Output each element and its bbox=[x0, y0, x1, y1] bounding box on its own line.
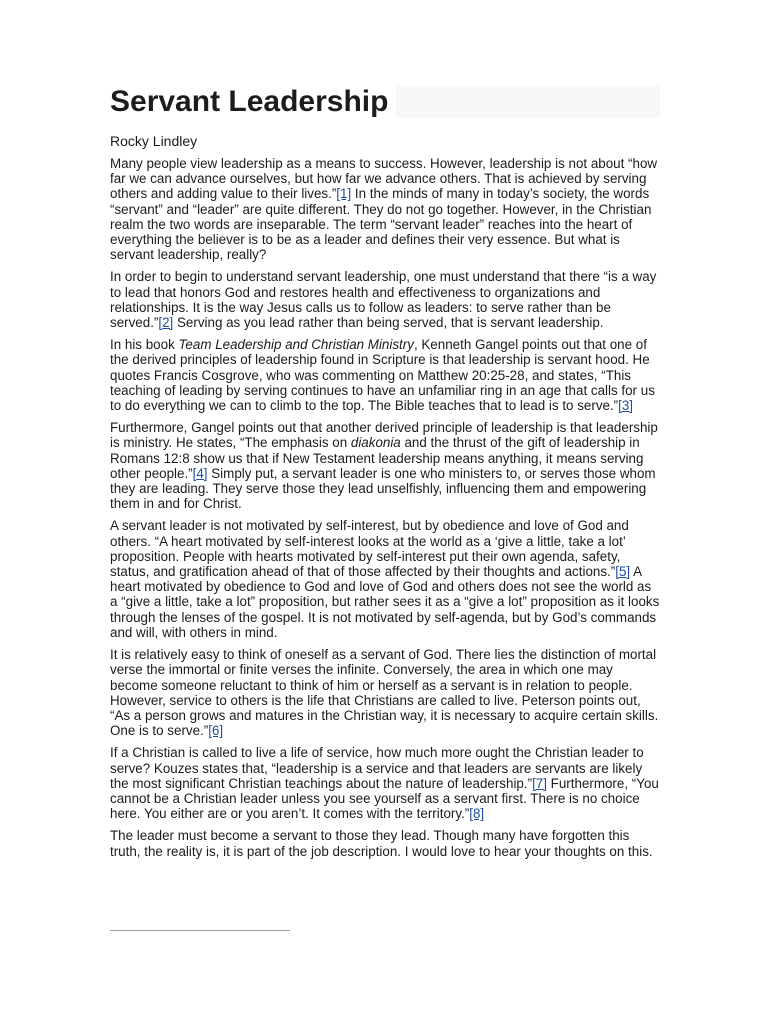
paragraph-text: In the minds of many in today’s society, the words “servant” and “leader” are quite different. They do not go together. However, in the Christian realm the two words are inseparable. The term “servant leader” reaches into the heart of everything the believer is to be as a leader and defines their very essence. But what is servant leadership, really? bbox=[110, 186, 652, 263]
paragraph-text: The leader must become a servant to those they lead. Though many have forgotten this truth, the reality is, it is part of the job description. I would love to hear your thoughts on this. bbox=[110, 828, 653, 859]
footnote-ref-link[interactable]: [7] bbox=[532, 775, 547, 791]
footnote-ref-link[interactable]: [4] bbox=[192, 465, 208, 481]
footnote-ref-link[interactable]: [5] bbox=[615, 564, 631, 580]
body-paragraph bbox=[110, 156, 660, 262]
paragraph-text: In his book bbox=[110, 337, 179, 353]
paragraph-text: It is relatively easy to think of oneself as a servant of God. There lies the distinction of mortal verse the immortal or finite verses the infinite. Conversely, the area in which one may become someone reluctant to think of him or herself as a servant is in relation to people. However, service to others is the life that Christians are called to live. Peterson points out, “As a person grows and matures in the Christian way, it is necessary to acquire certain skills. One is to serve.” bbox=[110, 647, 659, 739]
body-paragraph bbox=[110, 745, 660, 821]
body-paragraph bbox=[110, 828, 660, 858]
italic-text: diakonia bbox=[350, 435, 401, 451]
paragraph-text: , Kenneth Gangel points out that one of the derived principles of leadership found in Scripture is that leadership is servant hood. He quotes Francis Cosgrove, who was commenting on Matthew 20:25-28, and states, “This teaching of leading by serving continues to have an unfamiliar ring in an age that calls for us to do everything we can to climb to the top. The Bible teaches that to lead is to serve.” bbox=[110, 337, 655, 414]
paragraph-text: Serving as you lead rather than being served, that is servant leadership. bbox=[173, 315, 604, 331]
body-paragraph bbox=[110, 647, 660, 738]
body-paragraph bbox=[110, 269, 660, 330]
paragraph-text: Many people view leadership as a means to success. However, leadership is not about “how far we can advance ourselves, but how far we advance others. That is achieved by serving others and adding value to their lives.” bbox=[110, 156, 658, 202]
footnote-separator bbox=[110, 930, 290, 931]
footnote-ref-link[interactable]: [8] bbox=[469, 806, 485, 822]
footnote-ref-link[interactable]: [2] bbox=[158, 315, 174, 331]
paragraph-text: In order to begin to understand servant leadership, one must understand that there “is a way to lead that honors God and restores health and effectiveness to organizations and relationships. It is the way Jesus calls us to follow as leaders: to serve rather than be served.” bbox=[110, 269, 657, 331]
body-paragraph bbox=[110, 420, 660, 511]
paragraph-text: A servant leader is not motivated by self-interest, but by obedience and love of God and others. “A heart motivated by self-interest looks at the world as a ‘give a little, take a lot’ proposition. People with hearts motivated by self-interest put their own agenda, safety, status, and gratification ahead of that of those affected by their thoughts and actions.” bbox=[110, 518, 629, 580]
document-body bbox=[110, 156, 660, 866]
paragraph-text: Simply put, a servant leader is one who ministers to, or serves those whom they are leading. They serve those they lead unselfishly, influencing them and empowering them in and for Christ. bbox=[110, 465, 656, 512]
page-title: Servant Leadership bbox=[110, 85, 389, 118]
title-highlight bbox=[396, 86, 660, 118]
italic-text: Team Leadership and Christian Ministry bbox=[178, 337, 414, 353]
footnote-ref-link[interactable]: [6] bbox=[208, 723, 224, 739]
footnote-ref-link[interactable]: [3] bbox=[618, 398, 634, 414]
footnote-ref-link[interactable]: [1] bbox=[336, 186, 352, 202]
paragraph-text: and the thrust of the gift of leadership in Romans 12:8 show us that if New Testament leadership means anything, it means serving other people.” bbox=[110, 435, 644, 481]
paragraph-text: If a Christian is called to live a life of service, how much more ought the Christian leader to serve? Kouzes states that, “leadership is a service and that leaders are servants are likely the most significant Christian teachings about the nature of leadership.” bbox=[110, 745, 644, 791]
paragraph-text: Furthermore, “You cannot be a Christian leader unless you see yourself as a servant first. There is no choice here. You either are or you aren’t. It comes with the territory.” bbox=[110, 775, 659, 822]
paragraph-text: Furthermore, Gangel points out that another derived principle of leadership is that leadership is ministry. He states, “The emphasis on bbox=[110, 420, 658, 451]
body-paragraph bbox=[110, 518, 660, 640]
paragraph-text: A heart motivated by obedience to God and love of God and others does not see the world as a “give a little, take a lot” proposition, but rather sees it as a “give a lot” proposition as it looks through the lenses of the gospel. It is not motivated by self-agenda, but by God’s commands and will, with others in mind. bbox=[110, 564, 660, 640]
author-name: Rocky Lindley bbox=[110, 133, 198, 149]
body-paragraph bbox=[110, 337, 660, 413]
